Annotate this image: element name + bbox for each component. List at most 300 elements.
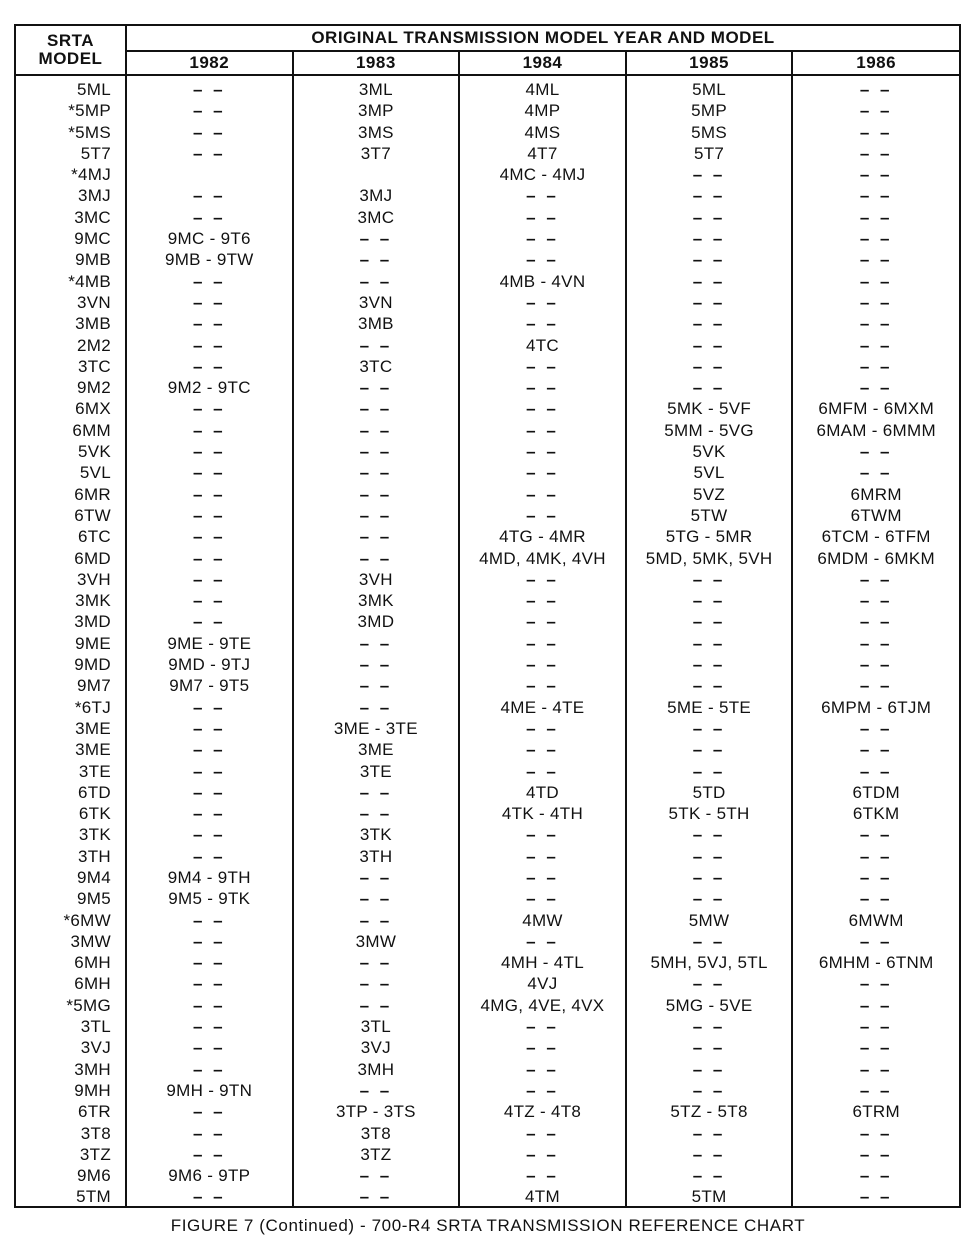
table-cell: – –: [192, 122, 226, 142]
table-cell: 3MB: [357, 314, 394, 334]
year-header-1985: 1985: [626, 51, 793, 75]
table-cell: – –: [692, 569, 726, 589]
srta-model-cell: 5VL: [79, 463, 111, 483]
table-cell: 4MC - 4MJ: [499, 165, 586, 185]
srta-model-cell: 3TC: [77, 356, 111, 376]
table-cell: – –: [192, 718, 226, 738]
table-cell: [294, 164, 459, 185]
table-cell: – –: [859, 101, 893, 121]
table-cell: – –: [359, 271, 393, 291]
table-cell: 5MD, 5MK, 5VH: [645, 548, 773, 568]
year-1982-column: [126, 75, 293, 1208]
srta-model-cell: *5MG: [66, 995, 111, 1015]
table-cell: – –: [192, 1102, 226, 1122]
table-cell: 9MB - 9TW: [164, 250, 254, 270]
table-cell: – –: [859, 122, 893, 142]
table-cell: 9MH - 9TN: [166, 1080, 253, 1100]
table-cell: – –: [192, 974, 226, 994]
table-cell: – –: [359, 889, 393, 909]
table-cell: – –: [692, 207, 726, 227]
table-cell: – –: [192, 591, 226, 611]
srta-model-cell: 9ME: [75, 633, 111, 653]
table-cell: 3TH: [359, 846, 393, 866]
table-cell: – –: [692, 314, 726, 334]
srta-model-cell: 2M2: [77, 335, 111, 355]
table-cell: – –: [859, 825, 893, 845]
table-cell: 9MD - 9TJ: [168, 655, 251, 675]
table-cell: – –: [526, 505, 559, 525]
table-cell: 4T7: [527, 143, 558, 163]
table-cell: – –: [359, 782, 393, 802]
table-cell: – –: [692, 1123, 726, 1143]
table-cell: – –: [692, 655, 726, 675]
srta-model-cell: 3TH: [77, 846, 111, 866]
table-cell: – –: [192, 612, 226, 632]
table-cell: – –: [692, 612, 726, 632]
srta-model-cell: 3TL: [80, 1017, 111, 1037]
table-cell: – –: [526, 676, 559, 696]
table-cell: 6MPM - 6TJM: [821, 697, 932, 717]
table-cell: – –: [359, 995, 393, 1015]
table-cell: – –: [859, 1080, 893, 1100]
table-cell: – –: [859, 1187, 893, 1207]
srta-model-cell: 3TZ: [79, 1144, 111, 1164]
table-cell: 3MS: [357, 122, 394, 142]
table-cell: 5TM: [691, 1187, 727, 1207]
table-cell: – –: [192, 1144, 226, 1164]
table-cell: 3MK: [357, 591, 394, 611]
table-cell: [127, 164, 292, 185]
table-cell: 3T8: [360, 1123, 391, 1143]
table-cell: 5TD: [692, 782, 726, 802]
table-cell: – –: [192, 420, 226, 440]
year-1985-column: [626, 75, 793, 1208]
table-cell: 4TM: [525, 1187, 560, 1207]
table-cell: – –: [526, 761, 559, 781]
table-cell: – –: [692, 761, 726, 781]
table-cell: – –: [192, 995, 226, 1015]
table-cell: 5T7: [693, 143, 725, 163]
srta-model-cell: 6TC: [77, 527, 111, 547]
srta-model-cell: *6MW: [63, 910, 111, 930]
table-cell: – –: [192, 1059, 226, 1079]
table-cell: 5VK: [692, 442, 726, 462]
table-cell: – –: [859, 186, 893, 206]
table-cell: – –: [859, 676, 893, 696]
table-cell: – –: [192, 335, 226, 355]
table-cell: – –: [192, 1187, 226, 1207]
table-cell: 3MD: [357, 612, 395, 632]
table-cell: – –: [526, 186, 559, 206]
table-cell: – –: [192, 463, 226, 483]
table-cell: – –: [526, 484, 559, 504]
table-cell: – –: [526, 931, 559, 951]
table-cell: – –: [192, 548, 226, 568]
table-cell: – –: [192, 846, 226, 866]
table-cell: – –: [859, 442, 893, 462]
srta-model-cell: 9MC: [74, 229, 111, 249]
table-cell: – –: [692, 1038, 726, 1058]
srta-model-cell: 5T7: [80, 143, 111, 163]
table-cell: 3ME: [357, 740, 394, 760]
table-cell: – –: [192, 740, 226, 760]
table-cell: – –: [192, 271, 226, 291]
table-cell: – –: [192, 825, 226, 845]
year-header-1984: 1984: [459, 51, 626, 75]
srta-model-cell: 9M2: [77, 378, 111, 398]
table-cell: 9M6 - 9TP: [168, 1166, 251, 1186]
table-cell: – –: [859, 1017, 893, 1037]
srta-model-cell: 3MB: [75, 314, 111, 334]
table-cell: 4MP: [524, 101, 561, 121]
table-cell: 3ML: [358, 80, 393, 99]
table-cell: – –: [526, 1144, 559, 1164]
table-cell: – –: [692, 292, 726, 312]
table-cell: – –: [859, 569, 893, 589]
table-cell: – –: [359, 484, 393, 504]
table-cell: – –: [692, 825, 726, 845]
table-cell: 3T7: [360, 143, 391, 163]
table-cell: 3VH: [358, 569, 393, 589]
table-cell: – –: [859, 591, 893, 611]
table-cell: 3TL: [360, 1017, 391, 1037]
table-cell: – –: [192, 356, 226, 376]
srta-model-column: [16, 75, 126, 1208]
table-cell: 6TKM: [852, 804, 900, 824]
srta-model-cell: 3TE: [78, 761, 111, 781]
table-cell: 6TDM: [852, 782, 900, 802]
srta-model-cell: 9M7: [77, 676, 111, 696]
table-cell: 5VZ: [693, 484, 726, 504]
srta-model-header: [16, 26, 126, 75]
table-cell: – –: [859, 207, 893, 227]
table-cell: – –: [859, 995, 893, 1015]
table-cell: 5TZ - 5T8: [670, 1102, 748, 1122]
table-cell: 4MD, 4MK, 4VH: [479, 548, 606, 568]
table-cell: 5ML: [692, 80, 727, 99]
table-cell: – –: [192, 931, 226, 951]
table-cell: 5ME - 5TE: [667, 697, 752, 717]
table-cell: 4TZ - 4T8: [503, 1102, 582, 1122]
table-cell: – –: [526, 399, 559, 419]
srta-model-cell: *4MJ: [71, 165, 111, 185]
table-cell: – –: [692, 1017, 726, 1037]
srta-model-cell: 3TK: [78, 825, 111, 845]
table-cell: 3MH: [357, 1059, 395, 1079]
table-cell: – –: [692, 889, 726, 909]
table-cell: – –: [192, 1123, 226, 1143]
table-cell: – –: [359, 1080, 393, 1100]
table-cell: – –: [526, 314, 559, 334]
table-cell: – –: [859, 655, 893, 675]
table-cell: – –: [859, 1123, 893, 1143]
srta-model-cell: 6MD: [74, 548, 111, 568]
table-cell: 6TRM: [852, 1102, 900, 1122]
table-cell: – –: [359, 505, 393, 525]
table-cell: – –: [526, 591, 559, 611]
table-cell: 9M5 - 9TK: [168, 889, 251, 909]
table-cell: – –: [526, 250, 559, 270]
table-cell: – –: [359, 953, 393, 973]
table-cell: – –: [359, 442, 393, 462]
table-cell: – –: [359, 1187, 393, 1207]
table-cell: – –: [859, 974, 893, 994]
table-cell: – –: [526, 1166, 559, 1186]
table-cell: – –: [192, 953, 226, 973]
table-cell: – –: [192, 697, 226, 717]
table-cell: – –: [692, 591, 726, 611]
table-cell: 9M7 - 9T5: [169, 676, 250, 696]
srta-model-cell: 3MK: [75, 591, 111, 611]
table-cell: 5MW: [688, 910, 730, 930]
srta-model-cell: 9M4: [77, 867, 111, 887]
table-cell: – –: [859, 867, 893, 887]
table-cell: – –: [859, 229, 893, 249]
table-cell: 5MH, 5VJ, 5TL: [650, 953, 768, 973]
table-cell: 6MWM: [848, 910, 904, 930]
srta-model-cell: 9M6: [77, 1166, 111, 1186]
srta-model-cell: 9MD: [74, 655, 111, 675]
table-cell: – –: [359, 463, 393, 483]
table-cell: – –: [859, 378, 893, 398]
table-cell: – –: [526, 718, 559, 738]
table-cell: 4MH - 4TL: [500, 953, 584, 973]
srta-model-cell: 3T8: [80, 1123, 111, 1143]
srta-model-cell: 3MH: [74, 1059, 111, 1079]
table-cell: 3VJ: [360, 1038, 391, 1058]
table-cell: – –: [526, 867, 559, 887]
table-cell: – –: [692, 676, 726, 696]
table-cell: – –: [859, 889, 893, 909]
table-cell: – –: [859, 80, 893, 99]
table-cell: 3TE: [359, 761, 392, 781]
srta-model-cell: 6MH: [74, 953, 111, 973]
table-cell: – –: [359, 697, 393, 717]
table-cell: 4TG - 4MR: [499, 527, 586, 547]
table-cell: 4MS: [524, 122, 561, 142]
table-cell: – –: [692, 1166, 726, 1186]
table-cell: 9ME - 9TE: [167, 633, 252, 653]
srta-model-cell: 6TK: [78, 804, 111, 824]
table-cell: – –: [692, 271, 726, 291]
table-cell: – –: [859, 931, 893, 951]
srta-model-cell: 3MJ: [77, 186, 111, 206]
table-cell: – –: [859, 292, 893, 312]
srta-model-header-line1: SRTA: [46, 31, 94, 51]
table-cell: – –: [692, 229, 726, 249]
table-cell: – –: [526, 1017, 559, 1037]
table-cell: – –: [192, 804, 226, 824]
table-cell: – –: [526, 1123, 559, 1143]
table-cell: 3MJ: [359, 186, 393, 206]
table-cell: – –: [692, 186, 726, 206]
table-cell: – –: [526, 889, 559, 909]
srta-model-cell: 3MD: [74, 612, 111, 632]
table-cell: – –: [192, 569, 226, 589]
table-cell: – –: [526, 442, 559, 462]
table-cell: – –: [526, 1038, 559, 1058]
srta-model-cell: *6TJ: [74, 697, 111, 717]
table-cell: – –: [192, 1017, 226, 1037]
table-cell: – –: [359, 229, 393, 249]
table-cell: – –: [692, 378, 726, 398]
table-cell: 9MC - 9T6: [167, 229, 251, 249]
srta-model-cell: 3VN: [77, 292, 111, 312]
table-cell: – –: [359, 527, 393, 547]
table-cell: – –: [192, 207, 226, 227]
table-cell: – –: [192, 442, 226, 462]
table-cell: 5TK - 5TH: [668, 804, 750, 824]
table-cell: – –: [526, 612, 559, 632]
srta-model-cell: 3VH: [77, 569, 111, 589]
table-cell: – –: [526, 740, 559, 760]
srta-model-cell: 3VJ: [80, 1038, 111, 1058]
table-cell: 3MC: [357, 207, 395, 227]
table-cell: – –: [859, 335, 893, 355]
table-cell: 3TC: [359, 356, 393, 376]
table-cell: 4VJ: [527, 974, 558, 994]
table-cell: – –: [192, 186, 226, 206]
table-cell: – –: [526, 655, 559, 675]
table-cell: – –: [859, 165, 893, 185]
srta-model-cell: 6MH: [74, 974, 111, 994]
table-cell: – –: [359, 378, 393, 398]
table-cell: – –: [526, 463, 559, 483]
reference-table: [16, 26, 959, 1208]
table-cell: – –: [359, 1166, 393, 1186]
srta-model-cell: *4MB: [68, 271, 111, 291]
table-cell: – –: [192, 1038, 226, 1058]
table-cell: – –: [692, 250, 726, 270]
table-cell: – –: [859, 271, 893, 291]
table-cell: – –: [359, 420, 393, 440]
table-cell: – –: [859, 761, 893, 781]
srta-model-header-line2: MODEL: [38, 49, 103, 68]
table-cell: – –: [359, 399, 393, 419]
table-cell: 9M2 - 9TC: [167, 378, 251, 398]
figure-caption: FIGURE 7 (Continued) - 700-R4 SRTA TRANSMISSION REFERENCE CHART: [170, 1216, 806, 1235]
srta-model-cell: 6MR: [74, 484, 111, 504]
table-cell: – –: [692, 1080, 726, 1100]
table-cell: – –: [359, 633, 393, 653]
table-cell: – –: [859, 740, 893, 760]
table-cell: – –: [692, 846, 726, 866]
table-cell: – –: [526, 846, 559, 866]
table-cell: – –: [359, 335, 393, 355]
table-cell: 3MW: [355, 931, 397, 951]
table-cell: – –: [692, 356, 726, 376]
srta-model-cell: 9M5: [77, 889, 111, 909]
table-cell: – –: [526, 292, 559, 312]
table-cell: – –: [859, 1144, 893, 1164]
table-cell: 4TD: [525, 782, 559, 802]
table-cell: 3TK: [359, 825, 392, 845]
table-cell: – –: [859, 1059, 893, 1079]
original-transmission-header: ORIGINAL TRANSMISSION MODEL YEAR AND MODEL: [311, 28, 775, 48]
srta-model-cell: 6TW: [74, 505, 111, 525]
table-cell: – –: [526, 633, 559, 653]
table-cell: – –: [692, 633, 726, 653]
table-cell: – –: [192, 505, 226, 525]
table-cell: 4TC: [525, 335, 559, 355]
table-cell: – –: [359, 910, 393, 930]
table-cell: – –: [192, 910, 226, 930]
table-cell: – –: [192, 292, 226, 312]
table-cell: – –: [359, 867, 393, 887]
table-cell: – –: [192, 80, 226, 99]
table-cell: 6TWM: [850, 505, 902, 525]
srta-model-cell: 5VK: [77, 442, 111, 462]
table-cell: – –: [526, 420, 559, 440]
table-cell: – –: [526, 569, 559, 589]
table-cell: – –: [192, 101, 226, 121]
srta-model-cell: 3ME: [75, 740, 111, 760]
table-cell: 3TZ: [360, 1144, 392, 1164]
table-cell: 5MM - 5VG: [664, 420, 754, 440]
table-cell: 4TK - 4TH: [501, 804, 584, 824]
table-cell: – –: [526, 1080, 559, 1100]
table-cell: – –: [359, 655, 393, 675]
table-cell: 6MAM - 6MMM: [816, 420, 936, 440]
year-1983-column: [293, 75, 460, 1208]
srta-model-cell: 6MM: [72, 420, 111, 440]
table-cell: 4MW: [522, 910, 563, 930]
table-cell: 5TW: [690, 505, 728, 525]
table-cell: 6MHM - 6TNM: [818, 953, 934, 973]
table-cell: – –: [192, 314, 226, 334]
table-cell: – –: [692, 718, 726, 738]
year-header-1986: 1986: [792, 51, 959, 75]
table-cell: – –: [859, 1038, 893, 1058]
table-cell: – –: [526, 1059, 559, 1079]
srta-model-cell: *5MP: [68, 101, 111, 121]
table-cell: – –: [192, 782, 226, 802]
reference-chart: [14, 24, 961, 1208]
table-cell: – –: [692, 165, 726, 185]
table-cell: – –: [359, 974, 393, 994]
table-cell: 5VL: [693, 463, 725, 483]
table-cell: 3MP: [357, 101, 394, 121]
table-cell: 4ME - 4TE: [500, 697, 585, 717]
table-cell: – –: [859, 633, 893, 653]
table-cell: – –: [692, 740, 726, 760]
table-cell: 3TP - 3TS: [335, 1102, 416, 1122]
table-cell: 3ME - 3TE: [333, 718, 418, 738]
table-cell: – –: [192, 143, 226, 163]
table-cell: – –: [692, 867, 726, 887]
table-cell: – –: [192, 484, 226, 504]
table-cell: – –: [859, 143, 893, 163]
year-header-1982: 1982: [126, 51, 293, 75]
table-cell: – –: [359, 250, 393, 270]
srta-model-cell: 3MC: [74, 207, 111, 227]
table-cell: – –: [692, 974, 726, 994]
table-cell: 4MG, 4VE, 4VX: [480, 995, 605, 1015]
srta-model-cell: 6TR: [77, 1102, 111, 1122]
table-cell: 6MRM: [850, 484, 902, 504]
table-cell: – –: [859, 463, 893, 483]
table-cell: 6MFM - 6MXM: [818, 399, 935, 419]
table-cell: 5TG - 5MR: [665, 527, 753, 547]
table-cell: – –: [526, 356, 559, 376]
srta-model-cell: 9MB: [75, 250, 111, 270]
table-cell: – –: [359, 676, 393, 696]
table-cell: – –: [359, 548, 393, 568]
table-cell: 3VN: [358, 292, 393, 312]
srta-model-cell: 3ME: [75, 718, 111, 738]
table-cell: – –: [692, 1144, 726, 1164]
table-cell: – –: [859, 250, 893, 270]
